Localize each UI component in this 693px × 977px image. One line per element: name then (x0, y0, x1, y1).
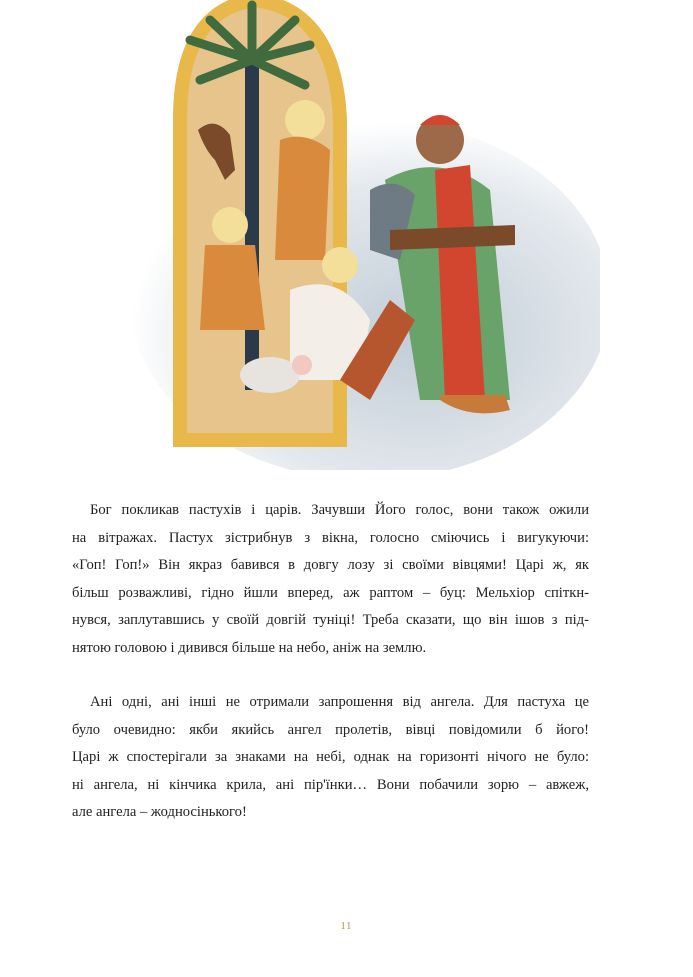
nativity-illustration (40, 0, 600, 470)
paragraph-line: нувся, заплутавшись у своїй довгій туніці! Треба сказати, що він ішов з під- (72, 612, 589, 628)
paragraph-line: на вітражах. Пастух зістрибнув з вікна, голосно сміючись і вигукуючи: (72, 529, 589, 546)
paragraph-line: нятою головою і дивився більше на небо, аніж на землю. (72, 639, 427, 656)
page-number: 11 (340, 921, 353, 932)
halo-joseph (285, 100, 325, 140)
sheep-head (292, 355, 312, 375)
paragraph-line: було очевидно: якби якийсь ангел пролетів, вівці повідомили б його! (72, 721, 589, 738)
paragraph-1 (72, 497, 589, 662)
paragraph-2 (72, 689, 589, 827)
paragraph-line: Ані одні, ані інші не отримали запрошення від ангела. Для пастуха це (90, 694, 589, 710)
joseph-robe (275, 137, 330, 260)
halo-mary (322, 247, 358, 283)
paragraph-line: але ангела – жодносінького! (72, 804, 247, 820)
paragraph-line: більш розважливі, гідно йшли вперед, аж раптом – буц: Мельхіор спіткн- (72, 584, 589, 601)
king-left-robe (200, 245, 265, 330)
paragraph-line: Бог покликав пастухів і царів. Зачувши Його голос, вони також ожили (90, 502, 589, 518)
sheep-body (240, 357, 300, 393)
paragraph-line: ні ангела, ні кінчика крила, ані пір'їнки… Вони побачили зорю – авжеж, (72, 776, 589, 793)
paragraph-line: «Гоп! Гоп!» Він якраз бавився в довгу лозу зі своїми вівцями! Царі ж, як (72, 557, 589, 573)
paragraph-line: Царі ж спостерігали за знаками на небі, однак на горизонті нічого не було: (72, 749, 589, 765)
king-crown (420, 115, 460, 125)
halo-king-left (212, 207, 248, 243)
